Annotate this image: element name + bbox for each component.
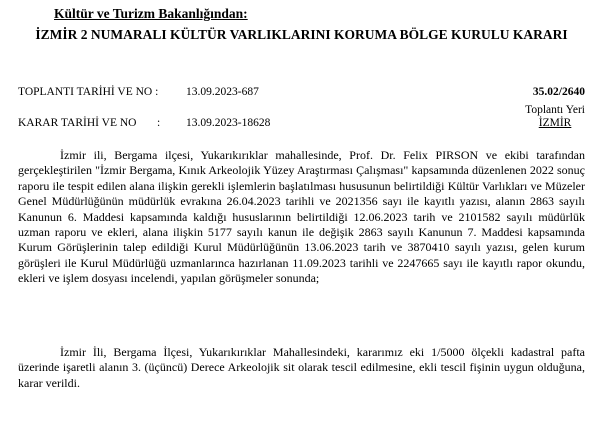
meeting-label: TOPLANTI TARİHİ VE NO : [18,86,159,98]
decision-colon: : [157,117,161,129]
place-city: İZMİR [538,117,572,129]
board-title: İZMİR 2 NUMARALI KÜLTÜR VARLIKLARINI KORUMA BÖLGE KURULU KARARI [35,27,568,42]
meeting-place [525,104,585,130]
meeting-value: 13.09.2023-687 [186,86,259,98]
decision-value: 13.09.2023-18628 [186,117,271,129]
reference-number: 35.02/2640 [532,86,585,98]
body-paragraph-2: İzmir İli, Bergama İlçesi, Yukarıkırıklar Mahallesindeki, kararımız eki 1/5000 ölçekli kadastral pafta üzerinde işaretli alanın 3. (üçüncü) Derece Arkeolojik sit olarak tescil edilmesine, ekli tescil fişinin uygun olduğuna, karar verildi. [18,345,585,390]
ministry-heading: Kültür ve Turizm Bakanlığından: [54,6,248,21]
decision-label: KARAR TARİHİ VE NO [18,117,137,129]
place-label: Toplantı Yeri [525,104,585,116]
body-paragraph-1: İzmir ili, Bergama ilçesi, Yukarıkırıklar mahallesinde, Prof. Dr. Felix PIRSON ve ekibi tarafından gerçekleştirilen "İzmir Bergama, Kınık Arkeolojik Yüzey Araştırması Çalışması" kapsamında düzenlenen 2022 sonuç raporu ile tespit edilen alana ilişkin gerekli işlemlerin başlatılması hususunun belirtildiği Kültür Varlıkları ve Müzeler Genel Müdürlüğünün müdürlük evrakına 26.04.2023 tarihli ve 2021356 sayı ile kayıtlı yazısı, alanın 2863 sayılı Kanunun 6. Maddesi kapsamında kaldığı hususlarının belirtildiği 12.06.2023 tarih ve 2101582 sayılı müdürlük uzman raporu ve ekleri, alana ilişkin 5177 sayılı kanun ile değişik 2863 sayılı Kanunun 7. Maddesi kapsamında Kurum Görüşlerinin talep edildiği Kurul Müdürlüğünün 13.06.2023 tarih ve 3870410 sayılı yazısı, gelen kurum görüşleri ile Kurul Müdürlüğü uzmanlarınca hazırlanan 11.09.2023 tarihli ve 2247665 sayı ile kayıtlı rapor okundu, ekleri ve işlem dosyası incelendi, yapılan görüşmeler sonunda; [18,148,585,286]
